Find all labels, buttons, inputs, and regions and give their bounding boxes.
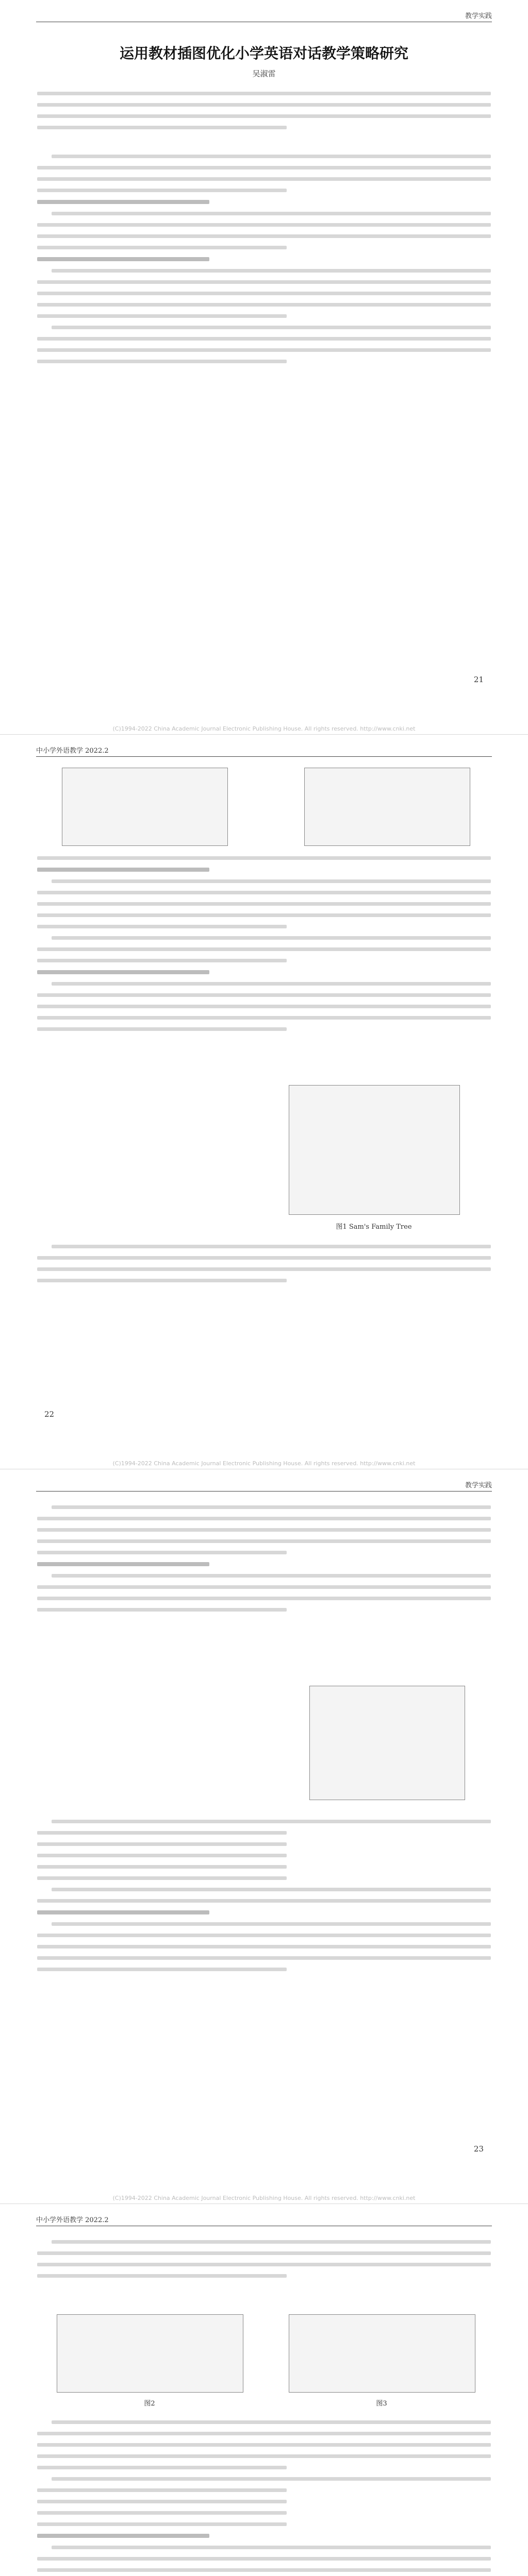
copyright-footer: (C)1994-2022 China Academic Journal Electronic Publishing House. All rights reserved. http://www.cnki.net	[112, 725, 416, 732]
text-line	[37, 234, 491, 238]
text-line	[37, 891, 491, 894]
text-line	[37, 1005, 491, 1008]
illustration	[57, 2314, 243, 2393]
family-tree-figure	[289, 1085, 460, 1215]
copyright-footer: (C)1994-2022 China Academic Journal Electronic Publishing House. All rights reserved. http://www.cnki.net	[112, 1460, 416, 1467]
text-line	[37, 1517, 491, 1520]
header-rule	[36, 1491, 492, 1492]
text-line	[37, 1267, 491, 1271]
text-line	[37, 1956, 491, 1960]
text-line	[52, 2477, 491, 2481]
illustration	[309, 1686, 465, 1800]
text-line	[37, 2263, 491, 2266]
text-line	[37, 1934, 491, 1937]
running-header: 中小学外语教学 2022.2	[36, 2216, 109, 2224]
figure-caption: 图2	[144, 2400, 155, 2408]
page-3	[0, 1469, 528, 2204]
text-line	[37, 189, 287, 192]
section-heading-line	[37, 1910, 209, 1914]
copyright-footer: (C)1994-2022 China Academic Journal Electronic Publishing House. All rights reserved. http://www.cnki.net	[112, 2195, 416, 2201]
text-line	[37, 993, 491, 997]
figure-caption: 图1 Sam's Family Tree	[336, 1223, 412, 1231]
section-heading-line	[37, 257, 209, 261]
text-line	[37, 314, 287, 318]
text-line	[37, 103, 491, 107]
text-line	[37, 2557, 491, 2561]
text-line	[37, 166, 491, 170]
text-line	[37, 1597, 491, 1600]
text-line	[52, 1245, 491, 1248]
text-line	[37, 1256, 491, 1260]
text-line	[52, 982, 491, 986]
text-line	[37, 1539, 491, 1543]
text-line	[37, 2488, 287, 2492]
illustration	[62, 768, 228, 846]
section-header: 教学实践	[465, 12, 492, 20]
text-line	[37, 2522, 287, 2526]
text-line	[37, 947, 491, 951]
text-line	[37, 126, 287, 129]
text-line	[37, 360, 287, 363]
page-number: 23	[473, 2144, 484, 2154]
article-author: 吴淑雷	[252, 69, 276, 78]
text-line	[37, 2466, 287, 2469]
text-line	[52, 269, 491, 273]
text-line	[37, 92, 491, 95]
text-line	[52, 1922, 491, 1926]
text-line	[37, 2251, 491, 2255]
page-2	[0, 735, 528, 1469]
text-line	[37, 1842, 287, 1846]
text-line	[37, 856, 491, 860]
text-line	[37, 1585, 491, 1589]
text-line	[37, 1831, 287, 1835]
abstract-block	[37, 92, 491, 137]
text-line	[37, 303, 491, 307]
text-line	[37, 1876, 287, 1880]
text-line	[37, 1027, 287, 1031]
body-text	[37, 2240, 491, 2285]
text-line	[37, 246, 287, 249]
body-text	[37, 1505, 491, 1619]
section-heading-line	[37, 1562, 209, 1566]
illustration	[289, 2314, 475, 2393]
section-header: 教学实践	[465, 1482, 492, 1489]
text-line	[37, 177, 491, 181]
illustration	[304, 768, 470, 846]
text-line	[37, 1865, 287, 1869]
text-line	[37, 925, 287, 928]
text-line	[37, 2500, 287, 2503]
text-line	[37, 1016, 491, 1020]
text-line	[52, 1574, 491, 1578]
section-heading-line	[37, 868, 209, 872]
text-line	[52, 1820, 491, 1823]
text-line	[37, 337, 491, 341]
text-line	[37, 1945, 491, 1948]
header-rule	[36, 756, 492, 757]
text-line	[52, 936, 491, 940]
text-line	[37, 902, 491, 906]
text-line	[37, 959, 287, 962]
section-heading-line	[37, 200, 209, 204]
page-1	[0, 0, 528, 735]
text-line	[37, 2454, 491, 2458]
running-header: 中小学外语教学 2022.2	[36, 747, 109, 755]
figure-caption: 图3	[376, 2400, 387, 2408]
body-text	[37, 2420, 491, 2576]
text-line	[37, 2432, 491, 2435]
body-text	[37, 856, 491, 1039]
text-line	[37, 2568, 491, 2572]
section-heading-line	[37, 970, 209, 974]
text-line	[52, 879, 491, 883]
section-heading-line	[37, 2534, 209, 2538]
text-line	[52, 1888, 491, 1891]
article-title: 运用教材插图优化小学英语对话教学策略研究	[119, 45, 408, 62]
text-line	[37, 2511, 287, 2515]
text-line	[37, 1528, 491, 1532]
text-line	[52, 155, 491, 158]
text-line	[37, 1968, 287, 1971]
text-line	[52, 2420, 491, 2424]
body-text	[37, 155, 491, 371]
text-line	[52, 326, 491, 329]
text-line	[37, 114, 491, 118]
text-line	[37, 223, 491, 227]
text-line	[37, 348, 491, 352]
page-number: 22	[44, 1410, 55, 1419]
text-line	[37, 2274, 287, 2278]
text-line	[37, 1279, 287, 1282]
text-line	[52, 1505, 491, 1509]
text-line	[37, 1854, 287, 1857]
page-4	[0, 2204, 528, 2576]
dialogue-lines	[37, 1820, 491, 1979]
text-line	[52, 2546, 491, 2549]
text-line	[37, 2443, 491, 2447]
text-line	[52, 212, 491, 215]
text-line	[37, 280, 491, 284]
text-line	[37, 1608, 287, 1612]
text-line	[37, 1551, 287, 1554]
body-text	[37, 1245, 491, 1290]
text-line	[37, 292, 491, 295]
text-line	[52, 2240, 491, 2244]
page-number: 21	[473, 675, 484, 684]
text-line	[37, 913, 491, 917]
text-line	[37, 1899, 491, 1903]
